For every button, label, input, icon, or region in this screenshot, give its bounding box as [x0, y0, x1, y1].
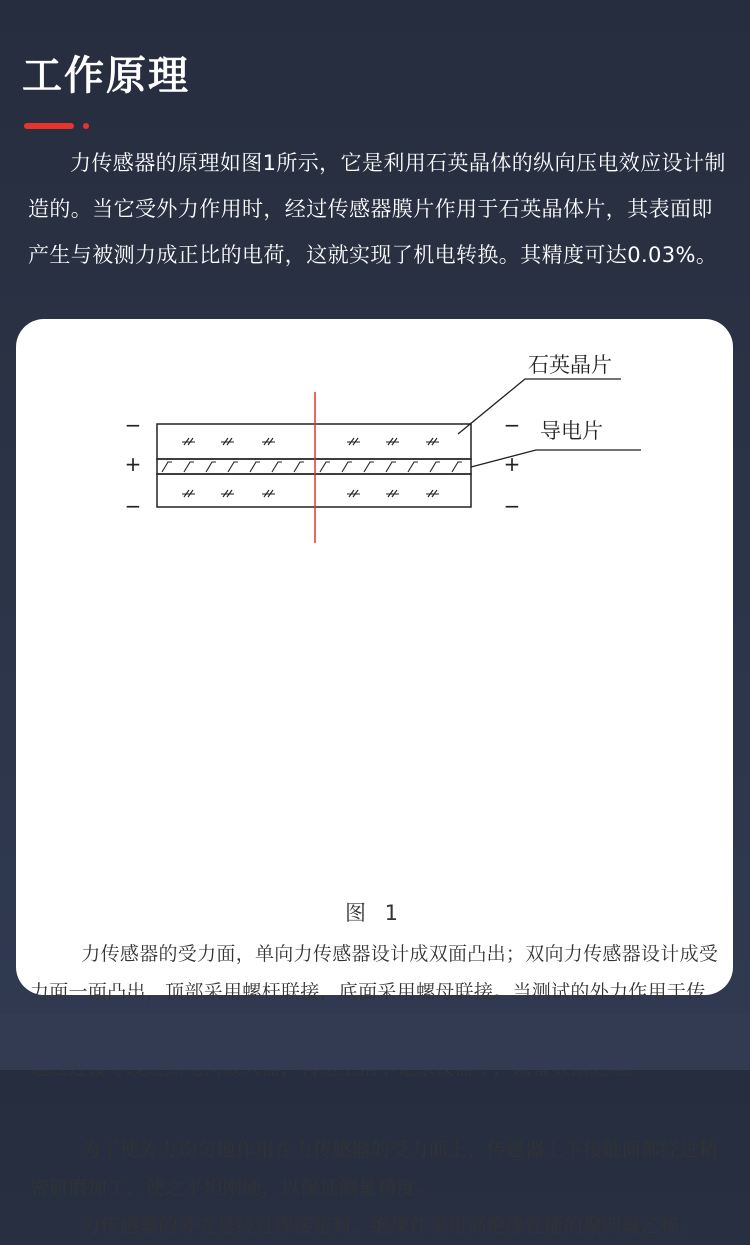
content-card: [16, 319, 733, 1237]
conductor-zigzag: [162, 462, 462, 472]
quartz-plate-top: [157, 424, 471, 459]
quartz-plate-bottom: [157, 474, 471, 507]
label-quartz-plate: 石英晶片: [528, 353, 612, 377]
quartz-hatching: [182, 438, 439, 497]
sign-right-top: −: [503, 413, 521, 437]
body-paragraph-2: 为了使外力均匀地作用在力传感器的受力面上，传感器上下接触面都经过精密研磨加工，使之平坦刚硬，以保证测量精度。: [30, 1139, 719, 1199]
sign-left-top: −: [124, 413, 142, 437]
sign-right-middle: +: [503, 452, 521, 476]
conductor-leader-line: [471, 450, 641, 467]
sign-right-bottom: −: [503, 494, 521, 518]
conductor-plate: [157, 459, 471, 474]
title-underline: [24, 123, 74, 129]
figure-caption: 图 1: [344, 901, 405, 925]
page-title: 工作原理: [22, 53, 190, 99]
body-paragraph-1: 力传感器的受力面，单向力传感器设计成双面凸出；双向力传感器设计成受力面一面凸出，顶部采用螺杆联接，底面采用螺母联接。当测试的外力作用于传: [30, 943, 719, 1003]
title-underline-dot: [83, 123, 89, 129]
quartz-sensor-diagram: [16, 319, 733, 895]
body-paragraph-3: 力传感器的外壳是经过焊接密封，绝缘件采用高绝缘性能的聚四氟乙稀。: [81, 1215, 699, 1237]
intro-paragraph: 力传感器的原理如图1所示，它是利用石英晶体的纵向压电效应设计制造的。当它受外力作用时，经过传感器膜片作用于石英晶体片，其表面即产生与被测力成正比的电荷，这就实现了机电转换。其精度可达0.03%。: [28, 151, 726, 267]
sign-left-middle: +: [124, 452, 142, 476]
label-conductor-plate: 导电片: [540, 419, 603, 443]
sign-left-bottom: −: [124, 494, 142, 518]
bottom-band: [0, 1014, 750, 1070]
